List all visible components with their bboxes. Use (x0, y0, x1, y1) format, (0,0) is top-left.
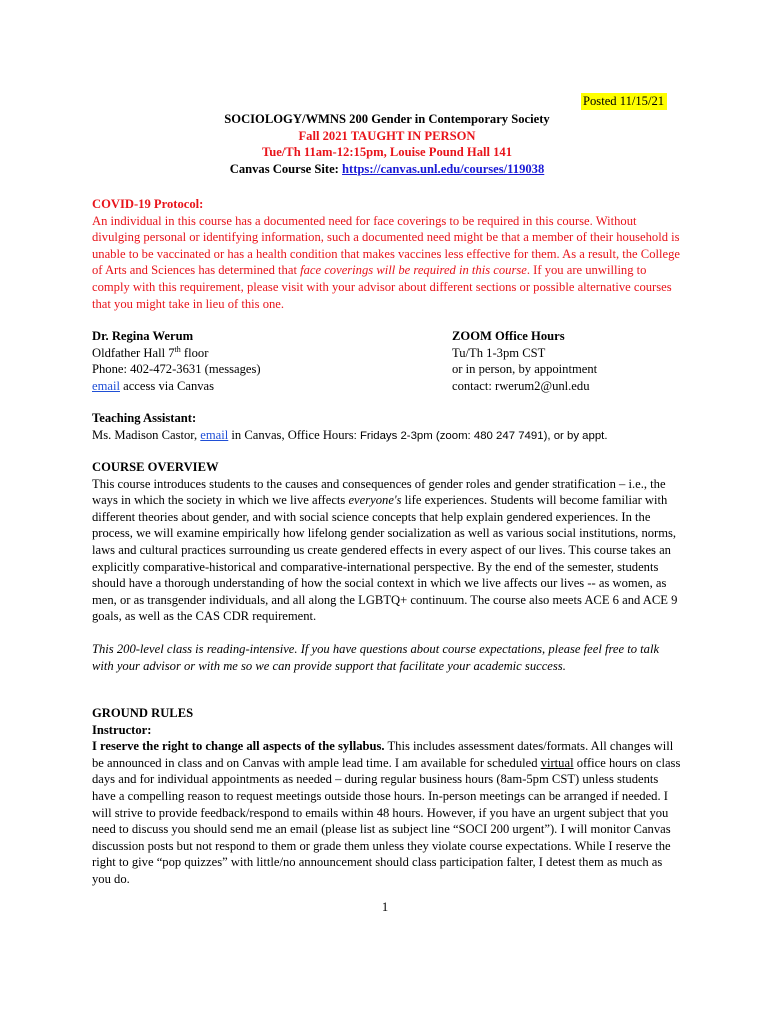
covid-body-emphasis: face coverings will be required in this course (300, 263, 527, 278)
ground-rules (92, 705, 682, 888)
ta-office-hours: : Fridays 2-3pm (zoom: 480 247 7491), or by appt. (353, 429, 608, 442)
instructor-phone: Phone: 402-472-3631 (messages) (92, 362, 261, 377)
course-header (92, 111, 682, 177)
course-overview (92, 459, 682, 674)
page-number: 1 (381, 900, 389, 914)
ta-title: Teaching Assistant: (92, 411, 197, 425)
covid-body (92, 213, 682, 313)
course-title: SOCIOLOGY/WMNS 200 Gender in Contemporary Society (224, 112, 550, 126)
instructor-email-link[interactable]: email (92, 378, 120, 393)
ta-office-hours-label: in Canvas, Office Hours (228, 427, 354, 442)
ground-rules-lead: I reserve the right to change all aspects of the syllabus. (92, 739, 385, 754)
zoom-contact: contact: rwerum2@unl.edu (452, 378, 590, 393)
office-sup: th (174, 344, 181, 354)
office-text: Oldfather Hall 7 (92, 345, 175, 360)
course-term: Fall 2021 TAUGHT IN PERSON (298, 128, 476, 143)
covid-section (92, 196, 682, 312)
zoom-in-person: or in person, by appointment (452, 362, 598, 377)
covid-body-text: An individual in this course has a documented need for face coverings to be required in this course. Without divulging personal or identifying information, such a documented need might be that a member of their household is unable to be vaccinated or has a health condition that makes vaccines less effective for them. As a result, the College of Arts and Sciences has determined that (92, 213, 680, 278)
instructor-info (92, 328, 412, 394)
instructor-office (92, 345, 412, 362)
canvas-site-link[interactable]: https://canvas.unl.edu/courses/119038 (342, 161, 545, 176)
teaching-assistant (92, 410, 682, 444)
ground-rules-virtual: virtual (540, 755, 574, 770)
ground-rules-text: This includes assessment dates/formats. All changes will be announced in class and on Canvas with ample lead time. I am available for scheduled (92, 739, 674, 770)
ground-rules-body (92, 738, 682, 887)
ta-email-link[interactable]: email (200, 427, 229, 442)
instructor-email-text: access via Canvas (119, 378, 215, 393)
overview-body-text: This course introduces students to the causes and consequences of gender roles and gender stratification – i.e., the ways in which the society in which we live affects (92, 476, 666, 508)
ground-rules-subtitle: Instructor: (92, 722, 152, 737)
overview-body-text-end: life experiences. Students will become familiar with different theories about gender, and with social science concepts that help explain gendered experiences. In the process, we will examine empirically how lifelong gender socialization as well as various social institutions, norms, laws and cultural practices surrounding us create gendered effects in every aspect of our lives. This course takes an explicitly comparative-historical and comparative-international perspective. By the end of the semester, students should have a thorough understanding of how the social context in which we live affects our lives -- as women, as men, or as transgender individuals, and all along the LGBTQ+ continuum. The course also meets ACE 6 and ACE 9 goals, as well as the CAS CDR requirement. (92, 493, 678, 624)
covid-title: COVID-19 Protocol: (92, 197, 204, 211)
zoom-title: ZOOM Office Hours (452, 329, 565, 343)
ground-rules-text-end: office hours on class days and for individual appointments as needed – during regular business hours (8am-5pm CST) unless students have a compelling reason to request meetings outside those hours. In-person meetings can be arranged if needed. I will strive to provide feedback/respond to emails within 48 hours. However, if you have an urgent subject that you need to discuss you should send me an email (please list as subject line “SOCI 200 urgent”). I will monitor Canvas discussion posts but not respond to them or grade them unless they violate course expectations. While I reserve the right to give “pop quizzes” with little/no announcement should class participation falter, I detest them as much as you do. (92, 755, 681, 886)
ta-line (92, 427, 682, 445)
instructor-email (92, 378, 412, 395)
canvas-site-line (92, 161, 682, 178)
ta-name: Ms. Madison Castor, (92, 427, 201, 442)
zoom-office-hours (452, 328, 692, 394)
overview-body (92, 476, 682, 625)
instructor-name: Dr. Regina Werum (92, 329, 194, 343)
covid-body-text-end: . If you are unwilling to comply with this requirement, please visit with your advisor about different sections or possible alternative courses that you might take in lieu of this one. (92, 263, 672, 311)
overview-note: This 200-level class is reading-intensive. If you have questions about course expectations, please feel free to talk with your advisor or with me so we can provide support that facilitate your academic success. (92, 641, 660, 673)
ground-rules-title: GROUND RULES (92, 706, 194, 720)
canvas-site-label: Canvas Course Site: (229, 161, 343, 176)
posted-date: Posted 11/15/21 (581, 93, 667, 110)
overview-body-emphasis: everyone's (348, 493, 402, 508)
course-schedule: Tue/Th 11am-12:15pm, Louise Pound Hall 141 (261, 145, 513, 159)
office-floor: floor (180, 345, 209, 360)
overview-title: COURSE OVERVIEW (92, 460, 219, 474)
zoom-hours: Tu/Th 1-3pm CST (452, 345, 546, 360)
